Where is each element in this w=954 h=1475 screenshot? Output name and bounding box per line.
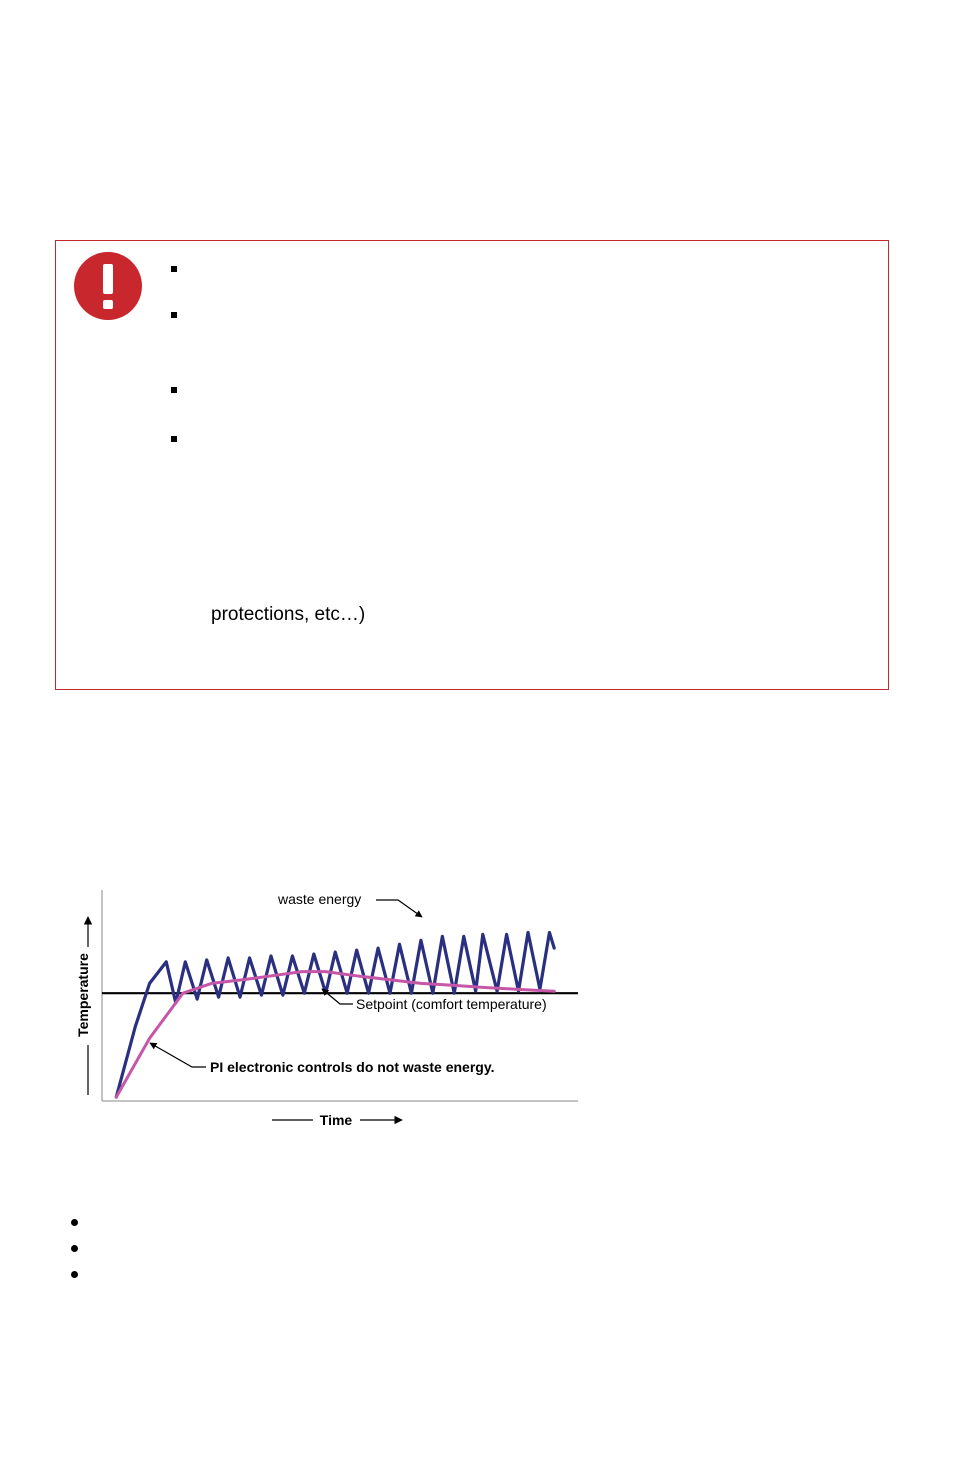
waste-energy-leader [376, 900, 422, 917]
x-axis-title: Time [319, 1112, 353, 1128]
bullet-marker-2 [171, 312, 177, 318]
bullet-marker-4 [171, 436, 177, 442]
pi-controls-leader [150, 1043, 206, 1067]
bullet-marker-1 [171, 266, 177, 272]
chart-svg [70, 885, 590, 1135]
bullet-marker-3 [171, 387, 177, 393]
continuation-text: protections, etc…) [211, 604, 366, 625]
annotation-waste-energy: waste energy [278, 891, 362, 907]
warning-box [55, 240, 889, 690]
list-bullet-2 [71, 1245, 78, 1252]
y-axis-title: Temperature [75, 953, 91, 1037]
series-line-2 [116, 972, 554, 1097]
temperature-chart [70, 885, 590, 1135]
list-bullet-1 [71, 1219, 78, 1226]
annotation-pi-controls: PI electronic controls do not waste energy. [210, 1059, 495, 1075]
list-bullet-3 [71, 1271, 78, 1278]
annotation-setpoint: Setpoint (comfort temperature) [356, 996, 547, 1012]
exclamation-icon [73, 251, 143, 321]
